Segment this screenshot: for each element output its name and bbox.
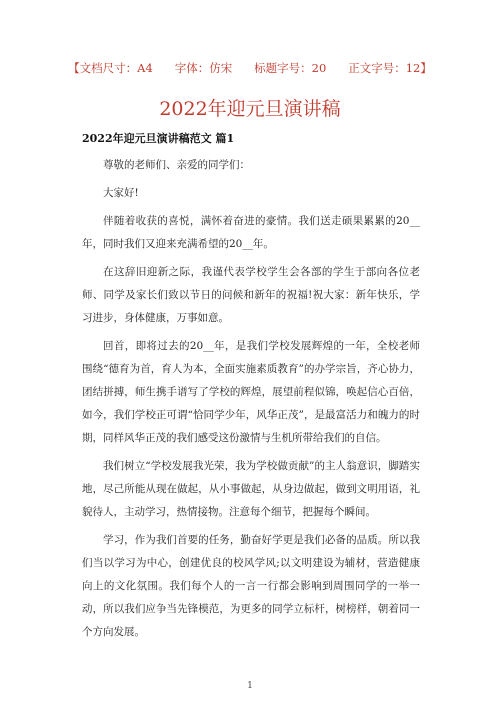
paragraph: 在这辞旧迎新之际，我谨代表学校学生会各部的学生于部向各位老师、同学及家长们致以节日的问候和新年的祝福!祝大家：新年快乐，学习进步，身体健康，万事如意。 bbox=[82, 266, 420, 324]
paragraph-greeting: 大家好! bbox=[103, 187, 139, 199]
paragraph-salutation: 尊敬的老师们、亲爱的同学们： bbox=[103, 159, 250, 171]
page-number: 1 bbox=[247, 681, 253, 691]
paragraph: 回首，即将过去的20__年，是我们学校发展辉煌的一年，全校老师围绕“德育为首，育人为本，全面实施素质教育”的办学宗旨，齐心协力，团结拼搏，师生携手谱写了学校的辉煌，展望前程似锦，唤起信心百倍，如今，我们学校正可谓“恰同学少年，风华正茂”，是最富活力和魄力的时期，同样风华正茂的我们感受这份激情与生机所带给我们的自信。 bbox=[82, 340, 420, 444]
body-text bbox=[82, 154, 420, 649]
paragraph: 我们树立“学校发展我光荣，我为学校做贡献”的主人翁意识，脚踏实地，尽己所能从现在做起，从小事做起，从身边做起，做到文明用语，礼貌待人，主动学习，热情接物。注意每个细节，把握每个瞬间。 bbox=[82, 460, 420, 518]
document-meta-line: 【文档尺寸：A4 字体：仿宋 标题字号：20 正文字号：12】 bbox=[68, 61, 432, 75]
paragraph: 伴随着收获的喜悦，满怀着奋进的豪情。我们送走硕果累累的20__年，同时我们又迎来充满希望的20__年。 bbox=[82, 215, 420, 250]
section-heading: 2022年迎元旦演讲稿范文 篇1 bbox=[82, 132, 235, 145]
paragraph: 学习，作为我们首要的任务，勤奋好学更是我们必备的品质。所以我们当以学习为中心，创建优良的校风学风;以文明建设为辅材，营造健康向上的文化氛围。我们每个人的一言一行都会影响到周围同学的一举一动，所以我们应争当先锋模范，为更多的同学立标杆，树榜样，朝着同一个方向发展。 bbox=[82, 534, 420, 638]
document-title: 2022年迎元旦演讲稿 bbox=[159, 98, 341, 120]
